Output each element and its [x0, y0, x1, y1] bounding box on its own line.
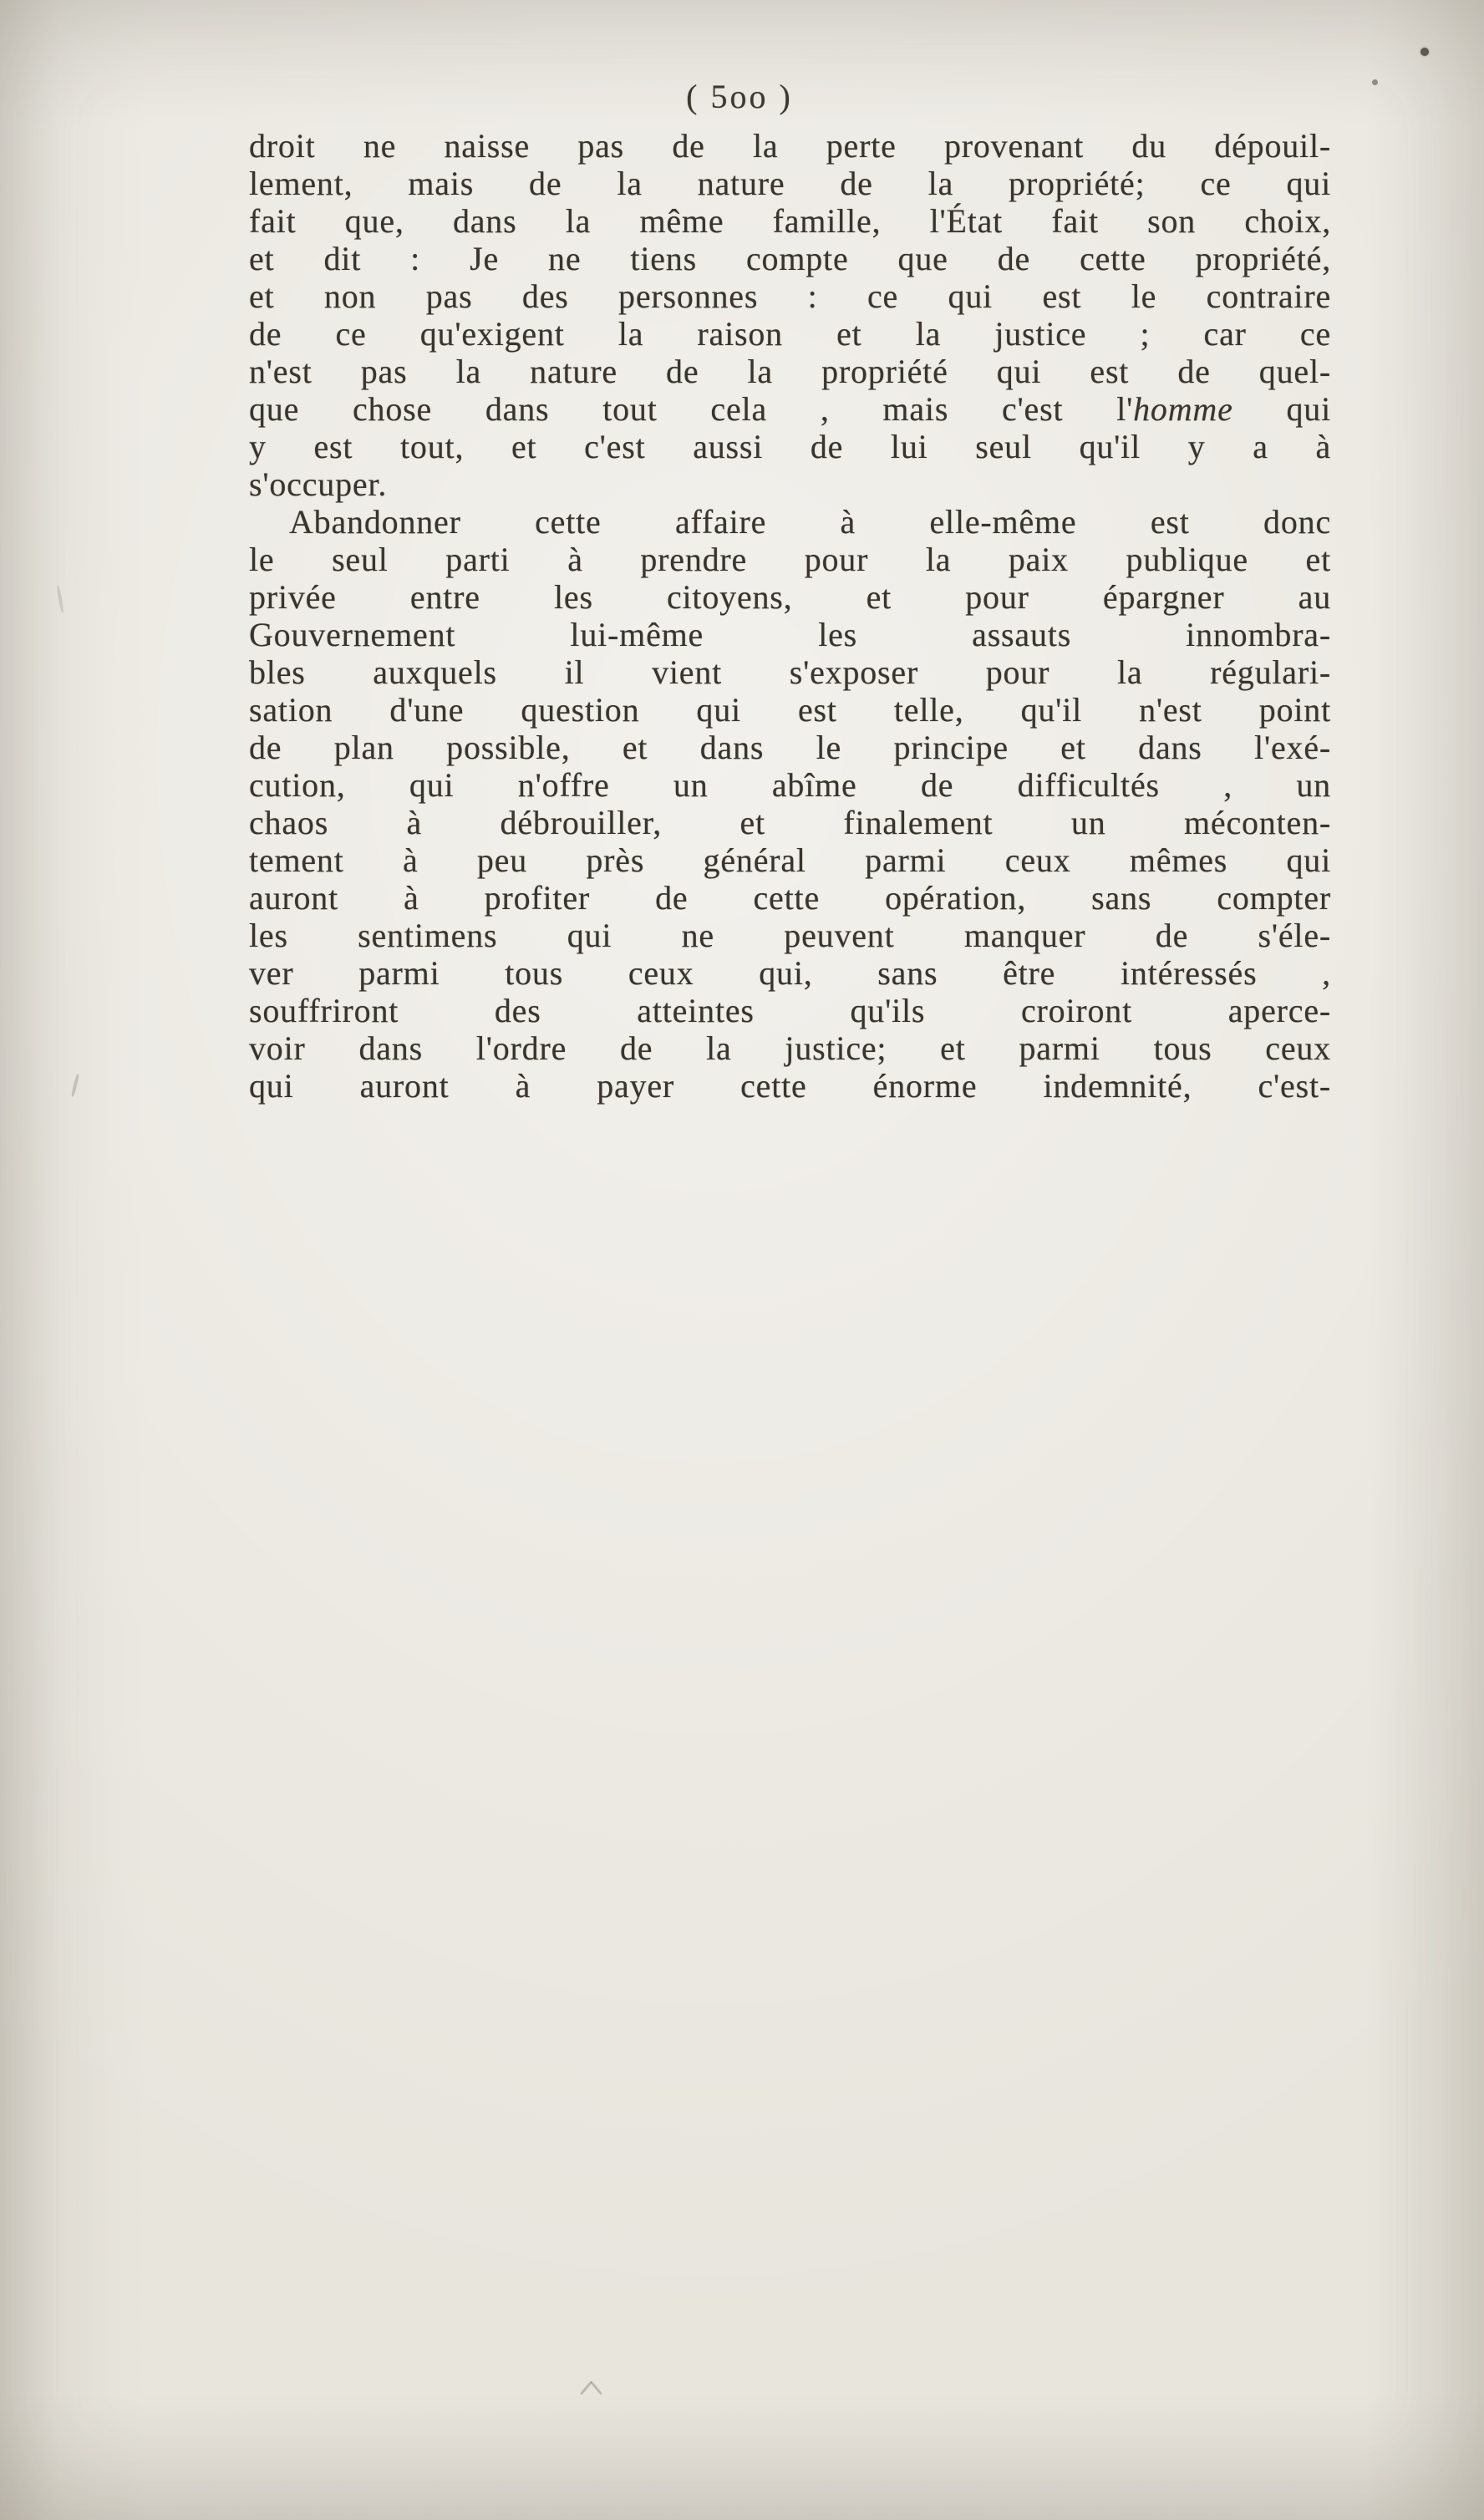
text-line — [249, 578, 1331, 616]
margin-mark — [590, 2380, 602, 2395]
text-segment: bles auxquels il vient s'exposer pour la régulari- — [249, 653, 1331, 691]
text-line — [249, 428, 1331, 465]
margin-mark — [71, 1074, 80, 1097]
ink-speck — [1420, 48, 1429, 56]
text-segment: droit ne naisse pas de la perte provenant du dépouil- — [249, 127, 1331, 165]
text-line — [249, 691, 1331, 729]
text-segment: de plan possible, et dans le principe et dans l'exé- — [249, 729, 1331, 766]
text-line — [249, 165, 1331, 202]
text-segment: chaos à débrouiller, et finalement un méconten- — [249, 804, 1331, 841]
text-line — [249, 841, 1331, 879]
text-line — [249, 541, 1331, 578]
text-segment: privée entre les citoyens, et pour épargner au — [249, 578, 1331, 616]
text-segment: Gouvernement lui-même les assauts innombra- — [249, 616, 1331, 653]
margin-mark — [56, 585, 64, 613]
text-line — [249, 729, 1331, 766]
text-segment: de ce qu'exigent la raison et la justice ; car ce — [249, 315, 1331, 353]
text-line — [249, 954, 1331, 992]
text-line — [249, 240, 1331, 277]
text-line — [249, 1067, 1331, 1105]
text-line — [249, 353, 1331, 390]
text-segment: et non pas des personnes : ce qui est le contraire — [249, 277, 1331, 315]
text-segment: qui — [1232, 390, 1331, 428]
text-segment: s'occuper. — [249, 465, 388, 503]
text-segment: les sentimens qui ne peuvent manquer de s'éle- — [249, 917, 1331, 954]
page-text — [249, 127, 1331, 1105]
text-segment: et dit : Je ne tiens compte que de cette propriété, — [249, 240, 1331, 277]
text-segment: tement à peu près général parmi ceux mêmes qui — [249, 841, 1331, 879]
text-line — [249, 917, 1331, 954]
text-segment: y est tout, et c'est aussi de lui seul qu'il y a à — [249, 428, 1331, 465]
text-line — [249, 879, 1331, 917]
text-segment: n'est pas la nature de la propriété qui est de quel- — [249, 353, 1331, 390]
text-line — [249, 390, 1331, 428]
text-segment: ver parmi tous ceux qui, sans être intéressés , — [249, 954, 1331, 992]
page-number: ( 5oo ) — [686, 78, 793, 115]
text-segment: Abandonner cette affaire à elle-même est donc — [289, 503, 1331, 541]
text-line — [249, 465, 1331, 503]
text-line — [249, 127, 1331, 165]
text-line — [249, 766, 1331, 804]
text-segment: voir dans l'ordre de la justice; et parmi tous ceux — [249, 1029, 1331, 1067]
italic-text-segment: homme — [1133, 390, 1233, 428]
text-line — [249, 202, 1331, 240]
text-line — [249, 503, 1331, 541]
text-line — [249, 277, 1331, 315]
text-segment: fait que, dans la même famille, l'État fait son choix, — [249, 202, 1331, 240]
text-segment: sation d'une question qui est telle, qu'il n'est point — [249, 691, 1331, 729]
text-segment: auront à profiter de cette opération, sans compter — [249, 879, 1331, 917]
text-line — [249, 653, 1331, 691]
text-segment: cution, qui n'offre un abîme de difficultés , un — [249, 766, 1331, 804]
text-line — [249, 315, 1331, 353]
text-line — [249, 992, 1331, 1029]
text-segment: souffriront des atteintes qu'ils croiront aperce- — [249, 992, 1331, 1029]
text-segment: qui auront à payer cette énorme indemnité, c'est- — [249, 1067, 1331, 1105]
text-segment: lement, mais de la nature de la propriété; ce qui — [249, 165, 1331, 202]
text-segment: le seul parti à prendre pour la paix publique et — [249, 541, 1331, 578]
text-line — [249, 1029, 1331, 1067]
ink-speck — [1372, 79, 1378, 85]
text-line — [249, 616, 1331, 653]
text-segment: que chose dans tout cela , mais c'est l' — [249, 390, 1134, 428]
text-line — [249, 804, 1331, 841]
